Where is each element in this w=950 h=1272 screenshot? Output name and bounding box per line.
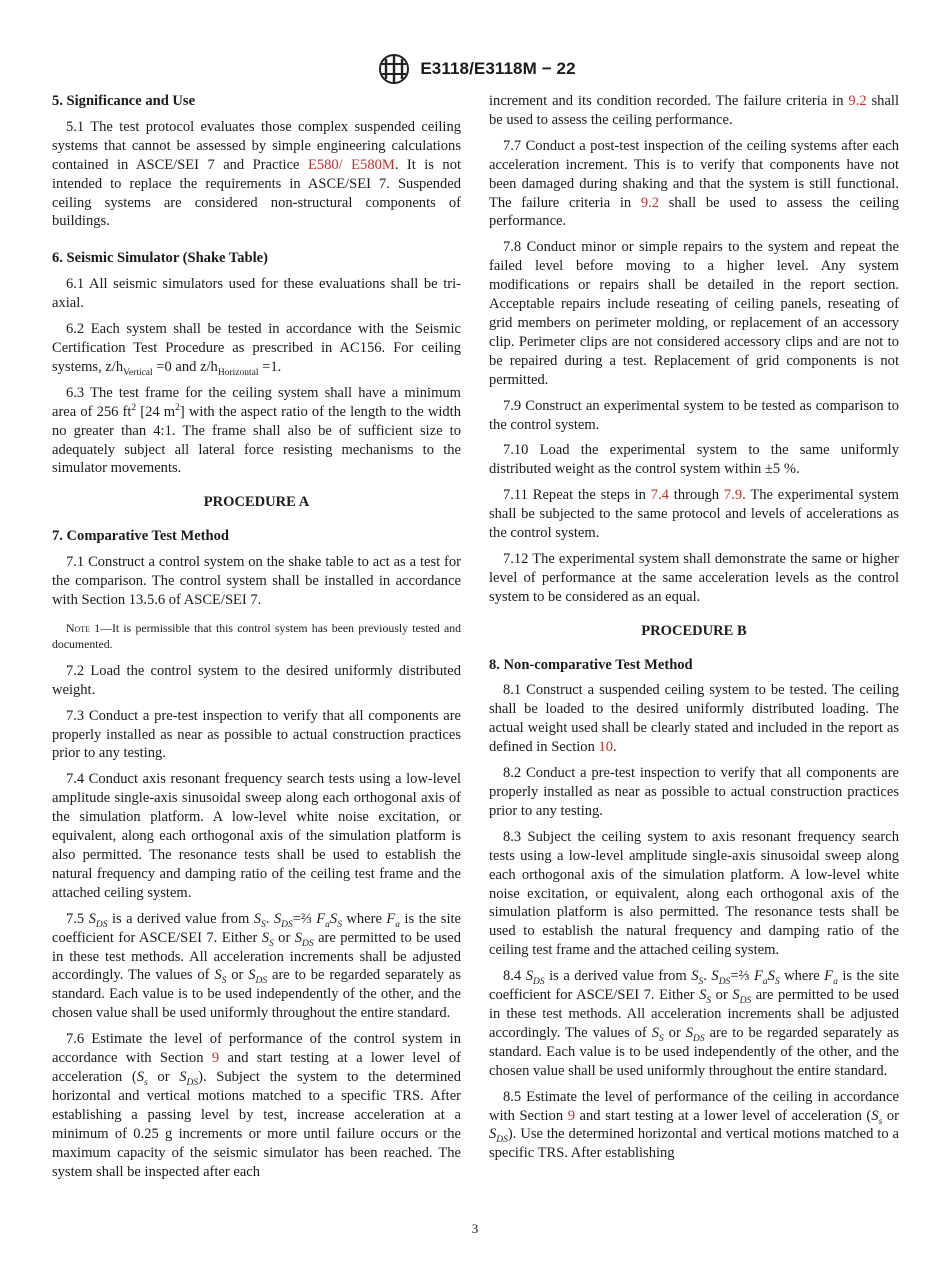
note-1: Note 1—It is permissible that this control system has been previously tested and documented.	[52, 620, 461, 651]
ref-7-4[interactable]: 7.4	[650, 487, 669, 504]
page-header	[0, 52, 950, 86]
ref-e580[interactable]: E580/ E580M	[307, 156, 395, 173]
section-6-heading: 6. Seismic Simulator (Shake Table)	[52, 250, 268, 267]
paragraph-6-2: 6.2 Each system shall be tested in accordance with the Seismic Certification Test Procedure as prescribed in AC156. For ceiling systems, $z/h_{Vertical} =0$ and $z/h_{Horizontal} =1$.	[52, 321, 461, 378]
paragraph-6-3: 6.3 The test frame for the ceiling system shall have a minimum area of 256 $ft^2$ [24 $m^2$] with the aspect ratio of the length to the width no greater than 4:1. The frame shall also be of sufficient size to adequately subject all lateral force resisting mechanisms to the simulator movements.	[52, 384, 462, 477]
paragraph-7-12: 7.12 The experimental system shall demonstrate the same or higher level of performance at the same acceleration levels as the control system to be considered as an equal.	[489, 550, 899, 605]
right-column	[489, 92, 899, 1170]
paragraph-7-10: 7.10 Load the experimental system to the same uniformly distributed weight as the control system within ±5 %.	[489, 442, 899, 478]
astm-logo-icon	[374, 53, 414, 85]
ref-9-2[interactable]: 9.2	[848, 93, 867, 109]
paragraph-7-5: 7.5 $S_{DS}$ is a derived value from $S_S$. $S_{DS}=\frac{2}{3}$ $F_aS_S$ where $F_a$ is the site coefficient for ASCE/SEI 7. Either $S_S$ or $S_{DS}$ are permitted to be used in these test methods. All acceleration increments shall be adjusted accordingly. The values of $S_S$ or $S_{DS}$ are to be regarded separately as standard. Each value is to be used independently of the other, and the chosen value shall be used uniformly throughout the entire standard.	[52, 910, 461, 1022]
section-7-heading: 7. Comparative Test Method	[52, 528, 229, 545]
document-id: E3118/E3118M − 22	[420, 59, 576, 78]
section-8-heading: 8. Non-comparative Test Method	[489, 656, 693, 673]
paragraph-5-1: 5.1 The test protocol evaluates those complex suspended ceiling systems that cannot be assessed by simple engineering calculations contained in ASCE/SEI 7 and Practice E580/ E580M. It is not intended to replace the requirements in ASCE/SEI 7. Suspended ceiling systems are considered non-structural components of buildings.	[52, 118, 462, 230]
paragraph-7-9: 7.9 Construct an experimental system to be tested as comparison to the control system.	[489, 397, 899, 433]
paragraph-7-1: 7.1 Construct a control system on the shake table to act as a test for the comparison. The control system shall be installed in accordance with Section 13.5.6 of ASCE/SEI 7.	[52, 554, 461, 608]
paragraph-7-2: 7.2 Load the control system to the desired uniformly distributed weight.	[52, 662, 461, 698]
paragraph-7-8: 7.8 Conduct minor or simple repairs to the system and repeat the failed level before moving to a higher level. Any system modifications or repairs shall be detailed in the report section. Acceptable repairs include reseating of ceiling panels, reseating of grid members on perimeter molding, or replacement of an accessory clip. Perimeter clips are not considered accessory clips and are not to be repaired during a test. Replacement of grid components is not permitted.	[489, 239, 899, 388]
paragraph-8-4: 8.4 $S_{DS}$ is a derived value from $S_S$. $S_{DS}=\frac{2}{3}$ $F_aS_S$ where $F_a$ is the site coefficient for ASCE/SEI 7. Either $S_S$ or $S_{DS}$ are permitted to be used in these test methods. All acceleration increments shall be adjusted accordingly. The values of $S_S$ or $S_{DS}$ are to be regarded separately as standard. Each value is to be used independently of the other, and the chosen value shall be used uniformly throughout the entire standard.	[489, 968, 900, 1079]
paragraph-8-1: 8.1 Construct a suspended ceiling system to be tested. The ceiling shall be loaded to the desired uniformly distributed loading. The actual weight used shall be clearly stated and included in the report as defined in Section 10.	[489, 682, 899, 756]
left-column	[52, 92, 461, 1188]
paragraph-8-5: 8.5 Estimate the level of performance of the ceiling in accordance with Section 9 and start testing at a lower level of acceleration ($S_s$ or $S_{DS}$). Use the determined horizontal and vertical motions matched to a specific TRS. After establishing	[489, 1088, 899, 1162]
ref-section-10[interactable]: 10	[598, 739, 614, 756]
paragraph-7-11: 7.11 Repeat the steps in 7.4 through 7.9. The experimental system shall be subjected to the same protocol and levels of accelerations as the control system.	[489, 487, 900, 542]
paragraph-7-7: 7.7 Conduct a post-test inspection of the ceiling systems after each acceleration increment. This is to verify that components have not been damaged during shaking and that the system is still functional. The failure criteria in 9.2 shall be used to assess the ceiling performance.	[489, 137, 899, 230]
ref-7-9[interactable]: 7.9	[723, 487, 743, 504]
paragraph-7-4: 7.4 Conduct axis resonant frequency search tests using a low-level amplitude single-axis sinusoidal sweep along each orthogonal axis of the simulation platform. A low-level white noise excitation, or equivalent, along each orthogonal axis of the simulation platform is also permitted. The resonance tests shall be used to establish the natural frequency and damping ratio of the ceiling test frame and the attached ceiling system.	[52, 771, 461, 901]
paragraph-8-2: 8.2 Conduct a pre-test inspection to verify that all components are properly installed as near as possible to actual construction practices prior to any testing.	[489, 765, 899, 819]
page-number: 3	[471, 1221, 479, 1236]
ref-section-9[interactable]: 9	[567, 1107, 575, 1124]
paragraph-6-1: 6.1 All seismic simulators used for these evaluations shall be tri-axial.	[52, 276, 461, 312]
paragraph-7-6-continued: increment and its condition recorded. The failure criteria in 9.2 shall be used to assess the ceiling performance.	[489, 93, 899, 128]
procedure-a-heading: PROCEDURE A	[203, 494, 310, 511]
procedure-b-heading: PROCEDURE B	[641, 622, 747, 639]
ref-section-9[interactable]: 9	[211, 1050, 220, 1067]
section-5-heading: 5. Significance and Use	[52, 93, 196, 109]
paragraph-7-6: 7.6 Estimate the level of performance of the control system in accordance with Section 9 and start testing at a lower level of acceleration ($S_s$ or $S_{DS}$). Subject the system to the determined horizontal and vertical motions matched to a specific TRS. After establishing a passing level by test, increase acceleration at a minimum of 0.25 g increments or more until failure occurs or the maximum capacity of the seismic simulator has been reached. The system shall be inspected after each	[52, 1031, 461, 1180]
paragraph-8-3: 8.3 Subject the ceiling system to axis resonant frequency search tests using a low-level amplitude single-axis sinusoidal sweep along each orthogonal axis of the simulation platform. A low-level white noise excitation, or equivalent, along each orthogonal axis of the simulation platform is also permitted. The resonance tests shall be used to establish the natural frequency and damping ratio of the ceiling test frame and the attached ceiling system.	[489, 828, 899, 959]
ref-9-2[interactable]: 9.2	[640, 194, 660, 211]
paragraph-7-3: 7.3 Conduct a pre-test inspection to verify that all components are properly installed as near as possible to actual construction practices prior to any testing.	[52, 707, 461, 762]
